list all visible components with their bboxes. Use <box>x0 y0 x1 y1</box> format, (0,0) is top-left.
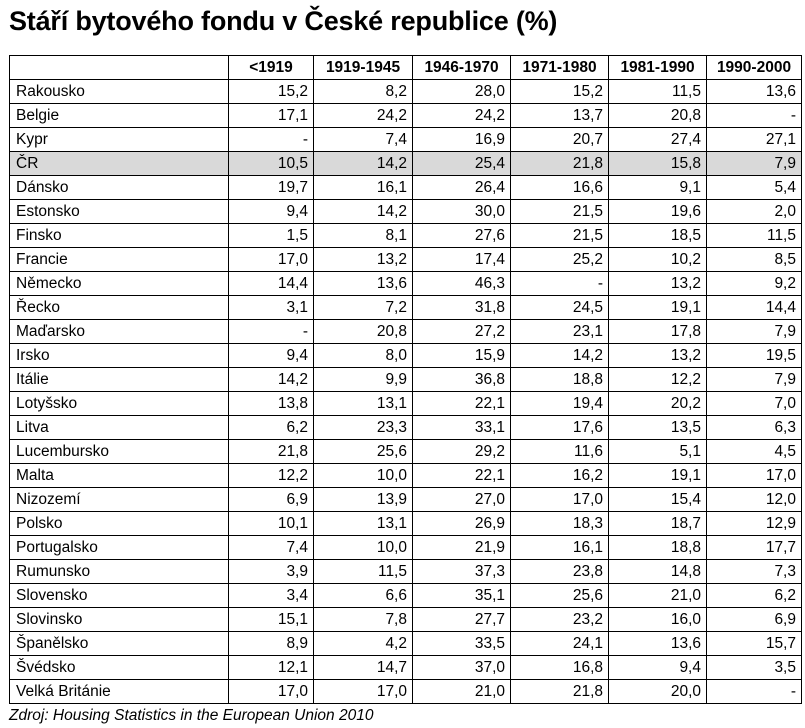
table-row <box>10 560 802 584</box>
value-cell: 33,1 <box>413 416 511 440</box>
value-cell: - <box>229 128 314 152</box>
table-row <box>10 632 802 656</box>
table-row <box>10 512 802 536</box>
table-row <box>10 104 802 128</box>
value-cell: 12,1 <box>229 656 314 680</box>
value-cell: 6,2 <box>707 584 802 608</box>
value-cell: 7,9 <box>707 320 802 344</box>
value-cell: 20,2 <box>609 392 707 416</box>
value-cell: 1,5 <box>229 224 314 248</box>
value-cell: 8,2 <box>314 80 413 104</box>
value-cell: 3,1 <box>229 296 314 320</box>
table-row <box>10 320 802 344</box>
value-cell: 25,4 <box>413 152 511 176</box>
value-cell: 16,9 <box>413 128 511 152</box>
value-cell: 9,1 <box>609 176 707 200</box>
country-name-cell: Nizozemí <box>10 488 229 512</box>
table-row <box>10 368 802 392</box>
column-header-country <box>10 56 229 80</box>
value-cell: 19,6 <box>609 200 707 224</box>
value-cell: 15,2 <box>511 80 609 104</box>
value-cell: 16,6 <box>511 176 609 200</box>
country-name-cell: Maďarsko <box>10 320 229 344</box>
value-cell: 13,6 <box>609 632 707 656</box>
value-cell: 15,9 <box>413 344 511 368</box>
table-row <box>10 128 802 152</box>
value-cell: 24,2 <box>413 104 511 128</box>
country-name-cell: Švédsko <box>10 656 229 680</box>
country-name-cell: Malta <box>10 464 229 488</box>
value-cell: 7,2 <box>314 296 413 320</box>
value-cell: 30,0 <box>413 200 511 224</box>
table-row <box>10 176 802 200</box>
country-name-cell: Slovinsko <box>10 608 229 632</box>
value-cell: 7,0 <box>707 392 802 416</box>
value-cell: 8,5 <box>707 248 802 272</box>
value-cell: 17,4 <box>413 248 511 272</box>
value-cell: 10,2 <box>609 248 707 272</box>
value-cell: 21,0 <box>413 680 511 704</box>
country-name-cell: Irsko <box>10 344 229 368</box>
value-cell: 16,1 <box>314 176 413 200</box>
value-cell: 8,1 <box>314 224 413 248</box>
country-name-cell: Portugalsko <box>10 536 229 560</box>
value-cell: 25,6 <box>511 584 609 608</box>
value-cell: 27,7 <box>413 608 511 632</box>
country-name-cell: ČR <box>10 152 229 176</box>
value-cell: 23,1 <box>511 320 609 344</box>
value-cell: 15,7 <box>707 632 802 656</box>
value-cell: - <box>229 320 314 344</box>
table-row <box>10 584 802 608</box>
value-cell: 18,3 <box>511 512 609 536</box>
value-cell: 21,5 <box>511 224 609 248</box>
country-name-cell: Řecko <box>10 296 229 320</box>
value-cell: 15,4 <box>609 488 707 512</box>
table-row <box>10 536 802 560</box>
value-cell: 13,2 <box>609 272 707 296</box>
table-header-row <box>10 56 802 80</box>
value-cell: 16,8 <box>511 656 609 680</box>
value-cell: 14,4 <box>707 296 802 320</box>
value-cell: 26,4 <box>413 176 511 200</box>
value-cell: 27,1 <box>707 128 802 152</box>
value-cell: 15,1 <box>229 608 314 632</box>
value-cell: 21,9 <box>413 536 511 560</box>
value-cell: 28,0 <box>413 80 511 104</box>
value-cell: 9,2 <box>707 272 802 296</box>
value-cell: 21,8 <box>511 680 609 704</box>
value-cell: 17,0 <box>707 464 802 488</box>
table-row <box>10 392 802 416</box>
value-cell: 8,9 <box>229 632 314 656</box>
value-cell: 13,7 <box>511 104 609 128</box>
value-cell: 15,8 <box>609 152 707 176</box>
value-cell: - <box>707 104 802 128</box>
value-cell: 7,3 <box>707 560 802 584</box>
value-cell: 4,5 <box>707 440 802 464</box>
value-cell: 12,2 <box>229 464 314 488</box>
value-cell: 16,1 <box>511 536 609 560</box>
country-name-cell: Polsko <box>10 512 229 536</box>
table-row <box>10 440 802 464</box>
value-cell: 13,9 <box>314 488 413 512</box>
table-row <box>10 344 802 368</box>
value-cell: 6,3 <box>707 416 802 440</box>
value-cell: 4,2 <box>314 632 413 656</box>
value-cell: 19,4 <box>511 392 609 416</box>
country-name-cell: Finsko <box>10 224 229 248</box>
value-cell: 21,5 <box>511 200 609 224</box>
country-name-cell: Francie <box>10 248 229 272</box>
value-cell: 13,2 <box>314 248 413 272</box>
country-name-cell: Německo <box>10 272 229 296</box>
value-cell: 12,0 <box>707 488 802 512</box>
table-row <box>10 224 802 248</box>
value-cell: 22,1 <box>413 464 511 488</box>
table-row <box>10 272 802 296</box>
table-row <box>10 152 802 176</box>
value-cell: 22,1 <box>413 392 511 416</box>
table-row <box>10 296 802 320</box>
column-header: 1990-2000 <box>707 56 802 80</box>
table-row <box>10 200 802 224</box>
value-cell: 25,2 <box>511 248 609 272</box>
value-cell: 11,5 <box>314 560 413 584</box>
value-cell: - <box>707 680 802 704</box>
value-cell: 3,5 <box>707 656 802 680</box>
value-cell: 12,9 <box>707 512 802 536</box>
value-cell: 14,2 <box>314 152 413 176</box>
value-cell: 11,6 <box>511 440 609 464</box>
country-name-cell: Rakousko <box>10 80 229 104</box>
value-cell: 24,2 <box>314 104 413 128</box>
value-cell: 5,1 <box>609 440 707 464</box>
value-cell: 13,8 <box>229 392 314 416</box>
value-cell: 20,8 <box>314 320 413 344</box>
value-cell: 6,9 <box>229 488 314 512</box>
value-cell: 8,0 <box>314 344 413 368</box>
value-cell: 27,4 <box>609 128 707 152</box>
source-note: Zdroj: Housing Statistics in the European Union 2010 <box>9 707 374 724</box>
country-name-cell: Itálie <box>10 368 229 392</box>
value-cell: 46,3 <box>413 272 511 296</box>
column-header: 1981-1990 <box>609 56 707 80</box>
value-cell: 10,0 <box>314 464 413 488</box>
value-cell: 19,7 <box>229 176 314 200</box>
value-cell: 13,6 <box>707 80 802 104</box>
value-cell: 9,4 <box>229 344 314 368</box>
value-cell: 16,2 <box>511 464 609 488</box>
value-cell: 2,0 <box>707 200 802 224</box>
value-cell: 18,5 <box>609 224 707 248</box>
value-cell: 17,0 <box>229 248 314 272</box>
value-cell: 3,9 <box>229 560 314 584</box>
value-cell: 19,1 <box>609 464 707 488</box>
value-cell: 18,7 <box>609 512 707 536</box>
value-cell: 7,8 <box>314 608 413 632</box>
value-cell: 12,2 <box>609 368 707 392</box>
value-cell: 37,3 <box>413 560 511 584</box>
value-cell: 13,2 <box>609 344 707 368</box>
value-cell: 6,9 <box>707 608 802 632</box>
value-cell: 17,7 <box>707 536 802 560</box>
value-cell: 19,5 <box>707 344 802 368</box>
table-row <box>10 464 802 488</box>
country-name-cell: Estonsko <box>10 200 229 224</box>
country-name-cell: Španělsko <box>10 632 229 656</box>
value-cell: 17,1 <box>229 104 314 128</box>
value-cell: 13,6 <box>314 272 413 296</box>
value-cell: 21,0 <box>609 584 707 608</box>
column-header: 1919-1945 <box>314 56 413 80</box>
value-cell: 14,4 <box>229 272 314 296</box>
country-name-cell: Lotyšsko <box>10 392 229 416</box>
value-cell: 24,5 <box>511 296 609 320</box>
value-cell: 3,4 <box>229 584 314 608</box>
value-cell: 37,0 <box>413 656 511 680</box>
value-cell: 36,8 <box>413 368 511 392</box>
value-cell: 5,4 <box>707 176 802 200</box>
value-cell: 18,8 <box>511 368 609 392</box>
value-cell: 23,2 <box>511 608 609 632</box>
value-cell: 13,1 <box>314 512 413 536</box>
country-name-cell: Kypr <box>10 128 229 152</box>
value-cell: 29,2 <box>413 440 511 464</box>
value-cell: 25,6 <box>314 440 413 464</box>
table-row <box>10 80 802 104</box>
table-body <box>10 80 802 704</box>
country-name-cell: Lucembursko <box>10 440 229 464</box>
column-header: 1946-1970 <box>413 56 511 80</box>
value-cell: 14,2 <box>511 344 609 368</box>
value-cell: 33,5 <box>413 632 511 656</box>
value-cell: 23,3 <box>314 416 413 440</box>
value-cell: 20,7 <box>511 128 609 152</box>
value-cell: 14,2 <box>314 200 413 224</box>
page-title: Stáří bytového fondu v České republice (%) <box>9 6 558 36</box>
value-cell: 14,8 <box>609 560 707 584</box>
table-row <box>10 248 802 272</box>
value-cell: 17,0 <box>229 680 314 704</box>
value-cell: 7,9 <box>707 152 802 176</box>
table-row <box>10 488 802 512</box>
country-name-cell: Velká Británie <box>10 680 229 704</box>
value-cell: 17,6 <box>511 416 609 440</box>
value-cell: 9,4 <box>229 200 314 224</box>
value-cell: 23,8 <box>511 560 609 584</box>
value-cell: 13,5 <box>609 416 707 440</box>
value-cell: 7,9 <box>707 368 802 392</box>
value-cell: 20,8 <box>609 104 707 128</box>
value-cell: 21,8 <box>511 152 609 176</box>
column-header: 1971-1980 <box>511 56 609 80</box>
country-name-cell: Belgie <box>10 104 229 128</box>
value-cell: 10,5 <box>229 152 314 176</box>
value-cell: 17,0 <box>314 680 413 704</box>
value-cell: 13,1 <box>314 392 413 416</box>
country-name-cell: Slovensko <box>10 584 229 608</box>
value-cell: 17,8 <box>609 320 707 344</box>
value-cell: 35,1 <box>413 584 511 608</box>
value-cell: 9,4 <box>609 656 707 680</box>
value-cell: 7,4 <box>314 128 413 152</box>
value-cell: 15,2 <box>229 80 314 104</box>
value-cell: 6,2 <box>229 416 314 440</box>
value-cell: 7,4 <box>229 536 314 560</box>
value-cell: 11,5 <box>707 224 802 248</box>
value-cell: 27,2 <box>413 320 511 344</box>
value-cell: 10,0 <box>314 536 413 560</box>
value-cell: 9,9 <box>314 368 413 392</box>
value-cell: 18,8 <box>609 536 707 560</box>
value-cell: - <box>511 272 609 296</box>
column-header: <1919 <box>229 56 314 80</box>
value-cell: 10,1 <box>229 512 314 536</box>
country-name-cell: Litva <box>10 416 229 440</box>
value-cell: 17,0 <box>511 488 609 512</box>
table-row <box>10 656 802 680</box>
value-cell: 27,6 <box>413 224 511 248</box>
value-cell: 24,1 <box>511 632 609 656</box>
table-row <box>10 680 802 704</box>
value-cell: 16,0 <box>609 608 707 632</box>
value-cell: 14,7 <box>314 656 413 680</box>
value-cell: 21,8 <box>229 440 314 464</box>
table-row <box>10 608 802 632</box>
housing-age-table <box>9 55 802 704</box>
value-cell: 31,8 <box>413 296 511 320</box>
value-cell: 14,2 <box>229 368 314 392</box>
value-cell: 19,1 <box>609 296 707 320</box>
value-cell: 20,0 <box>609 680 707 704</box>
value-cell: 26,9 <box>413 512 511 536</box>
country-name-cell: Rumunsko <box>10 560 229 584</box>
country-name-cell: Dánsko <box>10 176 229 200</box>
value-cell: 11,5 <box>609 80 707 104</box>
table-row <box>10 416 802 440</box>
value-cell: 27,0 <box>413 488 511 512</box>
value-cell: 6,6 <box>314 584 413 608</box>
